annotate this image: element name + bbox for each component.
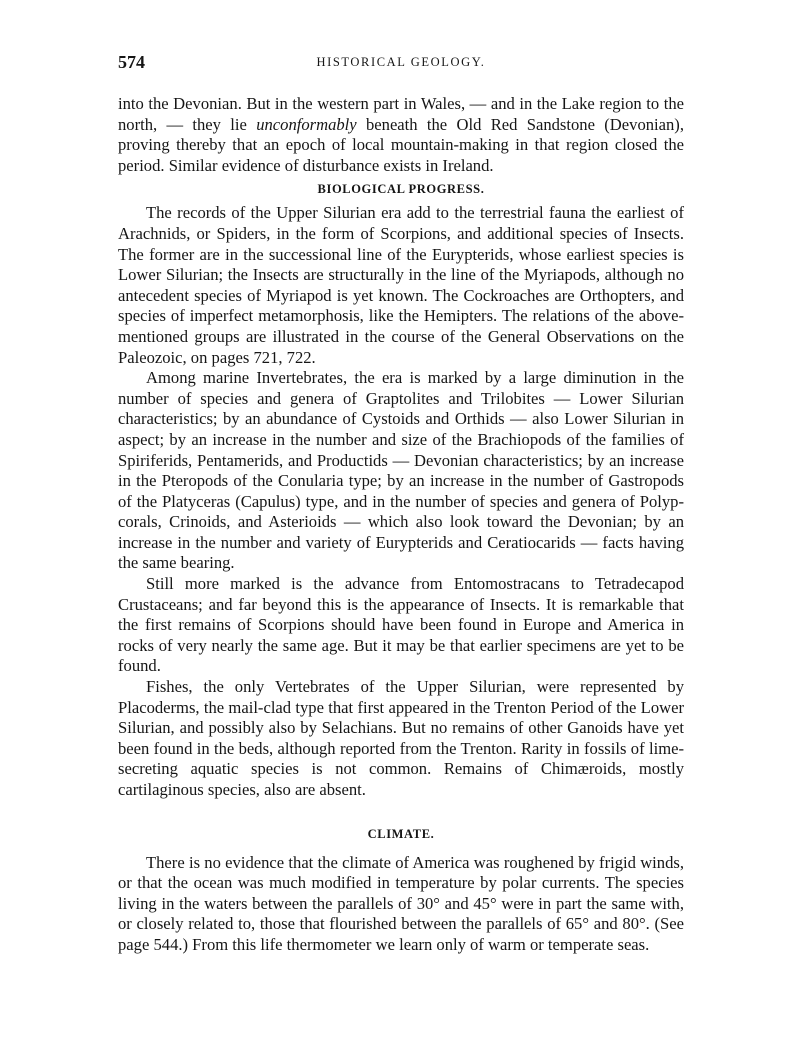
section-title-biological-progress: BIOLOGICAL PROGRESS. [317,182,485,197]
running-head: HISTORICAL GEOLOGY. [316,55,486,69]
page-body [118,94,684,956]
paragraph-fishes: Fishes, the only Vertebrates of the Upper Silurian, were represented by Placoderms, the mail-clad type that first appeared in the Trenton Period of the Lower Silurian, and possibly also by Selachians. But no remains of other Ganoids have yet been found in the beds, although reported from the Trenton. Rarity in fossils of lime-secreting aquatic species is not common. Remains of Chimæroids, mostly cartilaginous species, also are absent. [118,677,684,799]
emphasis-unconformably: unconformably [256,114,357,134]
page-number: 574 [118,52,145,72]
paragraph-crustaceans-insects: Still more marked is the advance from Entomostracans to Tetradecapod Crustaceans; and far beyond this is the appearance of Insects. It is remarkable that the first remains of Scorpions should have been found in Europe and America in rocks of very nearly the same age. But it may be that earlier specimens are yet to be found. [118,574,684,676]
paragraph-marine-invertebrates: Among marine Invertebrates, the era is marked by a large diminution in the number of species and genera of Graptolites and Trilobites — Lower Silurian characteristics; by an abundance of Cystoids and Orthids — also Lower Silurian in aspect; by an increase in the number and size of the Brachiopods of the families of Spiriferids, Pentamerids, and Productids — Devonian characteristics; by an increase in the Pteropods of the Conularia type; by an increase in the number of Gastropods of the Platyceras (Capulus) type, and in the number of species and genera of Polyp-corals, Crinoids, and Asterioids — which also look toward the Devonian; by an increase in the number and variety of Eurypterids and Ceratiocarids — facts having the same bearing. [118,368,684,573]
paragraph-climate: There is no evidence that the climate of America was roughened by frigid winds, or that the ocean was much modified in temperature by polar currents. The species living in the waters between the parallels of 30° and 45° were in part the same with, or closely related to, those that flourished between the parallels of 65° and 80°. (See page 544.) From this life thermometer we learn only of warm or temperate seas. [118,852,684,954]
section-title-climate: CLIMATE. [367,826,435,841]
page-header [118,52,684,76]
paragraph-terrestrial-fauna: The records of the Upper Silurian era add to the terrestrial fauna the earliest of Arachnids, or Spiders, in the form of Scorpions, and additional species of Insects. The former are in the successional line of the Eurypterids, whose earliest species is Lower Silurian; the Insects are structurally in the line of the Myriapods, although no antecedent species of Myriapod is yet known. The Cockroaches are Orthopters, and species of imperfect metamorphosis, like the Hemipters. The relations of the above-mentioned groups are illustrated in the course of the General Observations on the Paleozoic, on pages 721, 722. [118,203,684,367]
paragraph-continuation: into the Devonian. But in the western part in Wales, — and in the Lake region to the north, — they lie unconformably beneath the Old Red Sandstone (Devonian), proving thereby that an epoch of local mountain-making in that region closed the period. Similar evidence of disturbance exists in Ireland. [118,94,684,175]
